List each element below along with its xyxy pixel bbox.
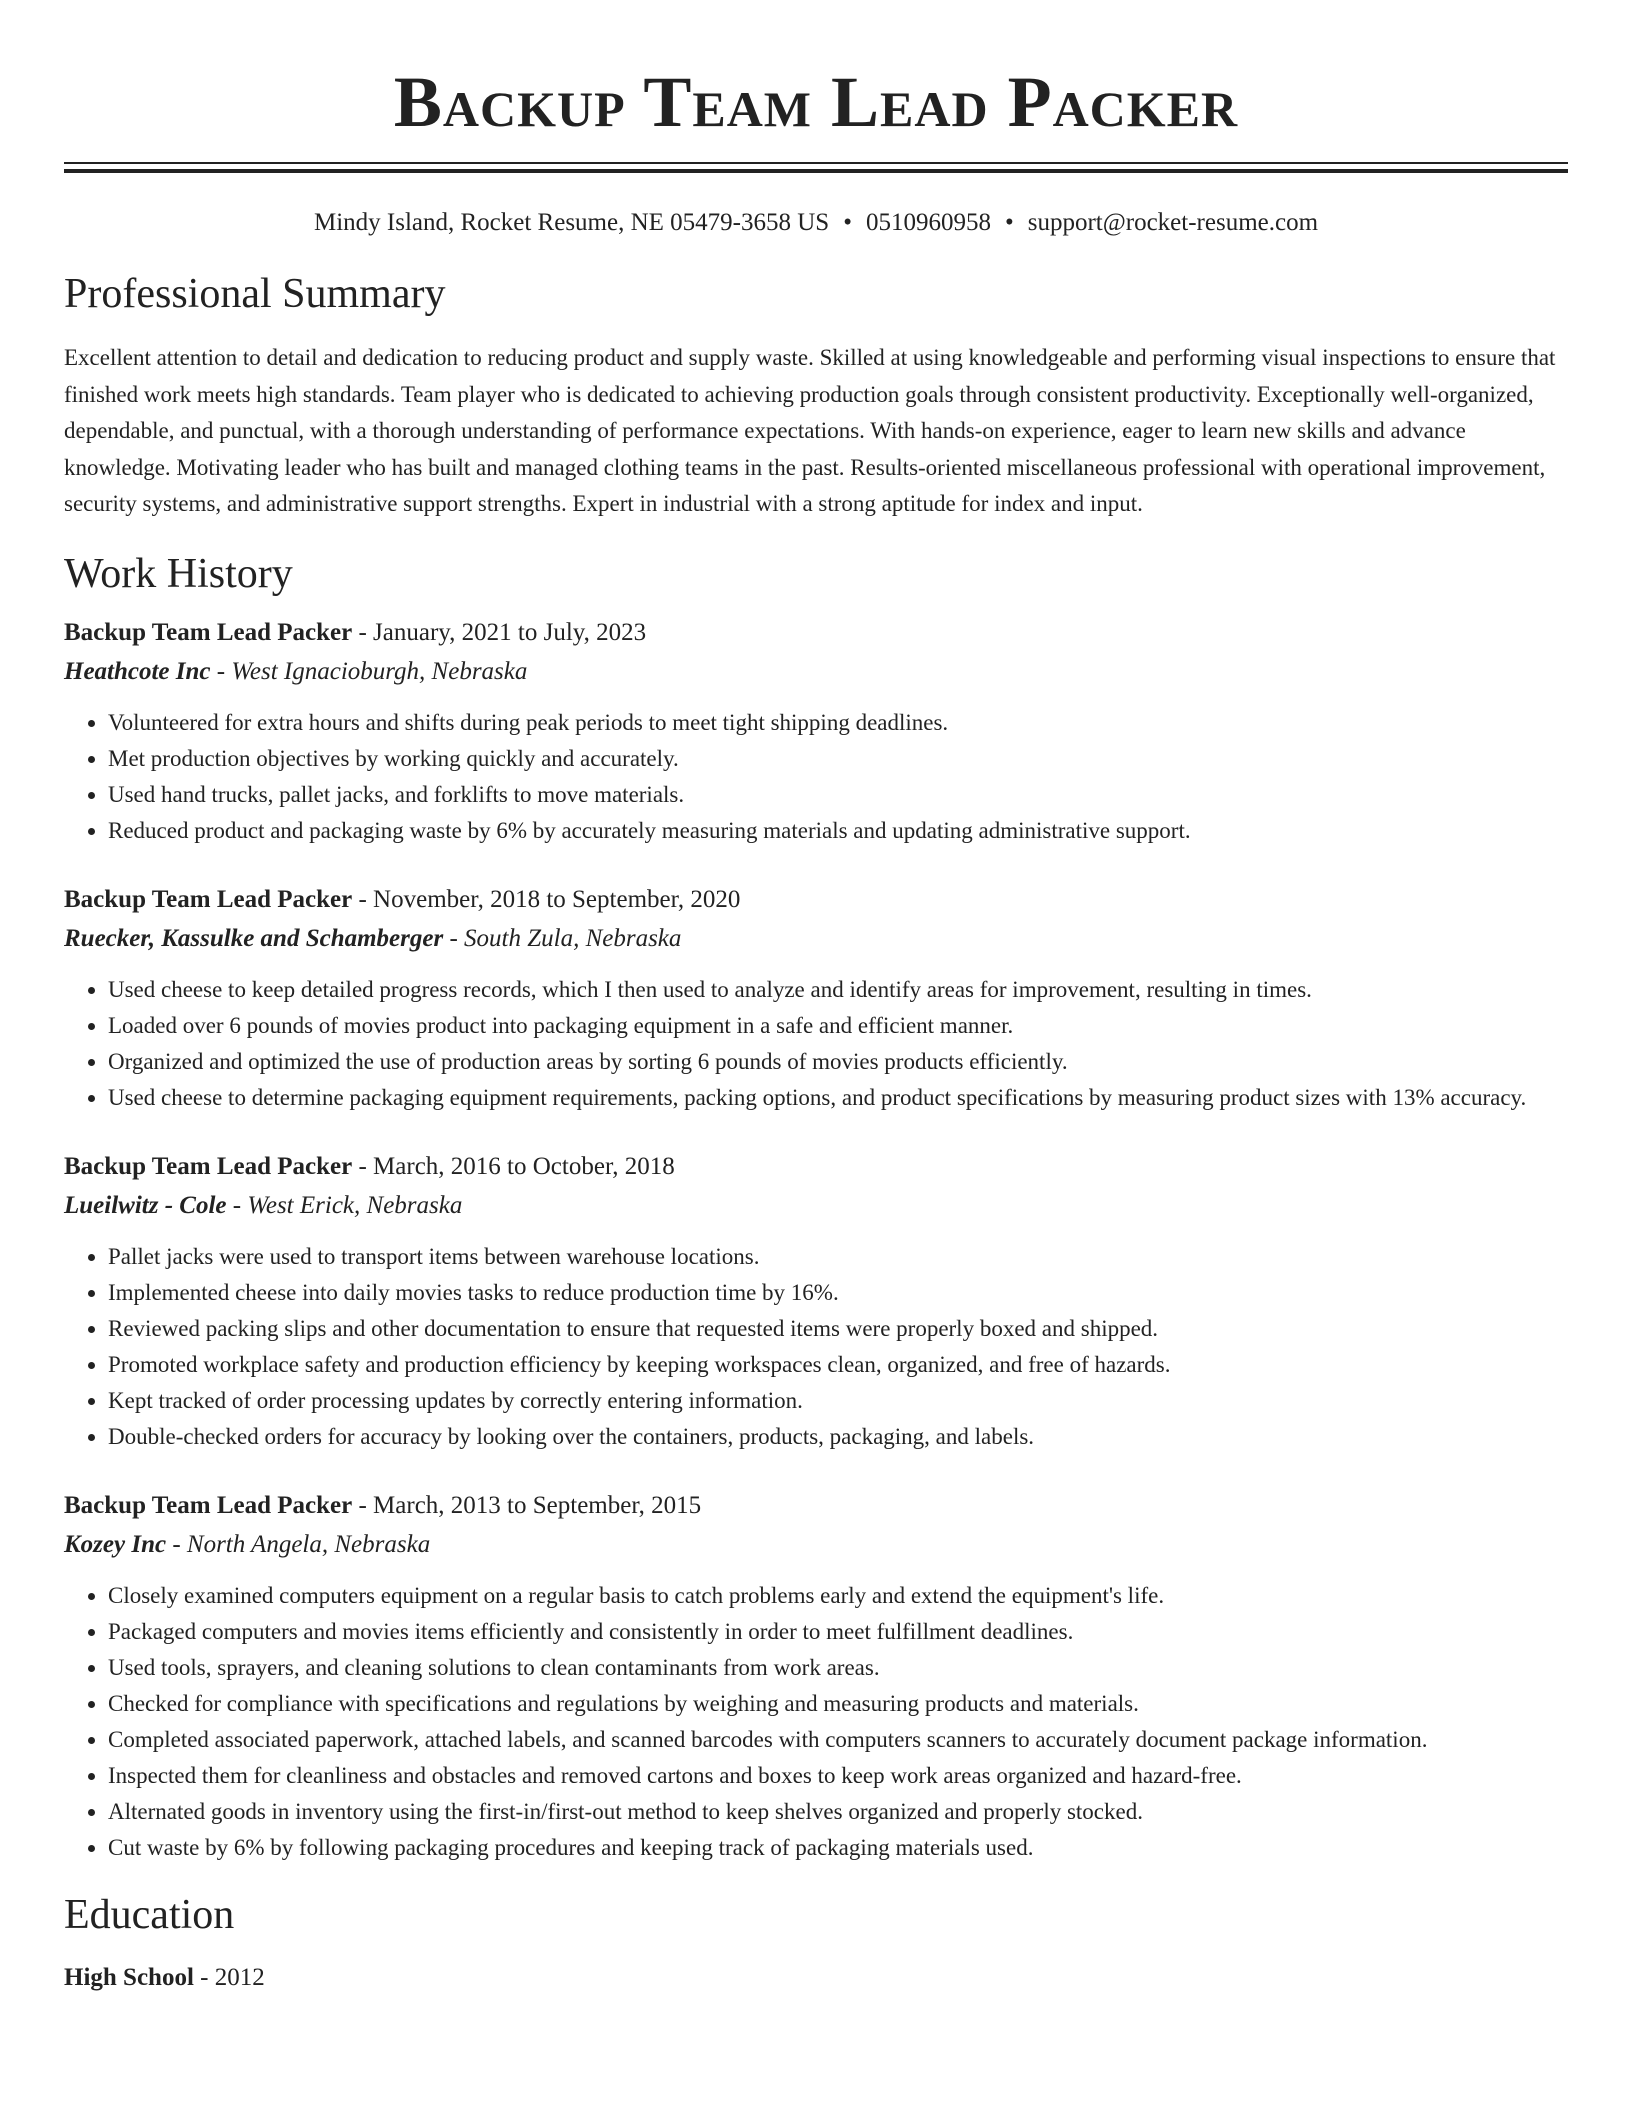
list-item: • Alternated goods in inventory using the first-in/first-out method to keep shelves organized and properly stocked. [108, 1794, 1568, 1830]
list-item: • Completed associated paperwork, attached labels, and scanned barcodes with computers scanners to accurately document package information. [108, 1722, 1568, 1758]
company-name: Ruecker, Kassulke and Schamberger [64, 924, 444, 952]
contact-separator: • [1004, 209, 1014, 236]
job-dates: - November, 2018 to September, 2020 [352, 885, 741, 913]
education-year: - 2012 [193, 1963, 265, 1991]
list-item: • Implemented cheese into daily movies tasks to reduce production time by 16%. [108, 1275, 1568, 1311]
list-item: • Double-checked orders for accuracy by looking over the containers, products, packaging, and labels. [108, 1419, 1568, 1455]
resume-page [64, 0, 1568, 1994]
job-title: Backup Team Lead Packer [64, 1152, 353, 1180]
contact-phone: 0510960958 [865, 209, 991, 236]
job-title-line [64, 1147, 1568, 1186]
company-location: - South Zula, Nebraska [443, 924, 682, 952]
contact-address: Mindy Island, Rocket Resume, NE 05479-3658 US [313, 209, 830, 236]
job-bullets [64, 972, 1568, 1116]
list-item: • Pallet jacks were used to transport items between warehouse locations. [108, 1239, 1568, 1275]
contact-separator: • [843, 209, 852, 236]
job-title: Backup Team Lead Packer [64, 885, 353, 913]
list-item: • Reduced product and packaging waste by 6% by accurately measuring materials and updating administrative support. [108, 813, 1568, 849]
company-name: Heathcote Inc [64, 657, 211, 685]
job-entry [64, 880, 1568, 1116]
list-item: • Used cheese to determine packaging equipment requirements, packing options, and product specifications by measuring product sizes with 13% accuracy. [108, 1080, 1568, 1116]
list-item: • Volunteered for extra hours and shifts during peak periods to meet tight shipping deadlines. [108, 705, 1568, 741]
list-item: • Loaded over 6 pounds of movies product into packaging equipment in a safe and efficient manner. [108, 1008, 1568, 1044]
job-entry [64, 1147, 1568, 1455]
list-item: • Kept tracked of order processing updates by correctly entering information. [108, 1383, 1568, 1419]
job-bullets [64, 1578, 1568, 1866]
company-location: - West Erick, Nebraska [226, 1191, 463, 1219]
job-entry [64, 1486, 1568, 1866]
company-location: - North Angela, Nebraska [166, 1530, 431, 1558]
list-item: • Used tools, sprayers, and cleaning solutions to clean contaminants from work areas. [108, 1650, 1568, 1686]
job-title-line [64, 880, 1568, 919]
company-line [64, 652, 1568, 691]
job-title: Backup Team Lead Packer [64, 1491, 353, 1519]
company-location: - West Ignacioburgh, Nebraska [210, 657, 528, 685]
job-dates: - March, 2013 to September, 2015 [352, 1491, 702, 1519]
work-history-heading: Work History [64, 550, 293, 597]
education-entry [64, 1962, 1568, 1994]
list-item: • Organized and optimized the use of production areas by sorting 6 pounds of movies products efficiently. [108, 1044, 1568, 1080]
list-item: • Checked for compliance with specifications and regulations by weighing and measuring products and materials. [108, 1686, 1568, 1722]
job-dates: - January, 2021 to July, 2023 [352, 618, 647, 646]
education-degree: High School [64, 1963, 194, 1991]
list-item: • Packaged computers and movies items efficiently and consistently in order to meet fulfillment deadlines. [108, 1614, 1568, 1650]
company-line [64, 1525, 1568, 1564]
contact-line [64, 207, 1568, 239]
company-name: Kozey Inc [64, 1530, 167, 1558]
list-item: • Met production objectives by working quickly and accurately. [108, 741, 1568, 777]
job-dates: - March, 2016 to October, 2018 [352, 1152, 675, 1180]
summary-heading: Professional Summary [64, 271, 446, 317]
job-entry [64, 613, 1568, 849]
list-item: • Inspected them for cleanliness and obstacles and removed cartons and boxes to keep work areas organized and hazard-free. [108, 1758, 1568, 1794]
title-double-rule [64, 162, 1568, 173]
summary-text: Excellent attention to detail and dedication to reducing product and supply waste. Skilled at using knowledgeable and performing visual inspections to ensure that finished work meets high standards. Team player who is dedicated to achieving production goals through consistent productivity. Exceptionally well-organized, dependable, and punctual, with a thorough understanding of performance expectations. With hands-on experience, eager to learn new skills and advance knowledge. Motivating leader who has built and managed clothing teams in the past. Results-oriented miscellaneous professional with operational improvement, security systems, and administrative support strengths. Expert in industrial with a strong aptitude for index and input. [64, 345, 1556, 516]
company-line [64, 919, 1568, 958]
job-bullets [64, 705, 1568, 849]
list-item: • Used cheese to keep detailed progress records, which I then used to analyze and identify areas for improvement, resulting in times. [108, 972, 1568, 1008]
job-title-line [64, 1486, 1568, 1525]
company-line [64, 1186, 1568, 1225]
company-name: Lueilwitz - Cole [64, 1191, 227, 1219]
list-item: • Used hand trucks, pallet jacks, and forklifts to move materials. [108, 777, 1568, 813]
list-item: • Reviewed packing slips and other documentation to ensure that requested items were properly boxed and shipped. [108, 1311, 1568, 1347]
resume-title: Backup Team Lead Packer [393, 62, 1239, 142]
list-item: • Cut waste by 6% by following packaging procedures and keeping track of packaging materials used. [108, 1830, 1568, 1866]
list-item: • Promoted workplace safety and production efficiency by keeping workspaces clean, organized, and free of hazards. [108, 1347, 1568, 1383]
job-title-line [64, 613, 1568, 652]
job-title: Backup Team Lead Packer [64, 618, 353, 646]
job-bullets [64, 1239, 1568, 1455]
education-heading: Education [64, 1891, 235, 1938]
list-item: • Closely examined computers equipment on a regular basis to catch problems early and extend the equipment's life. [108, 1578, 1568, 1614]
contact-email: support@rocket-resume.com [1027, 209, 1319, 236]
